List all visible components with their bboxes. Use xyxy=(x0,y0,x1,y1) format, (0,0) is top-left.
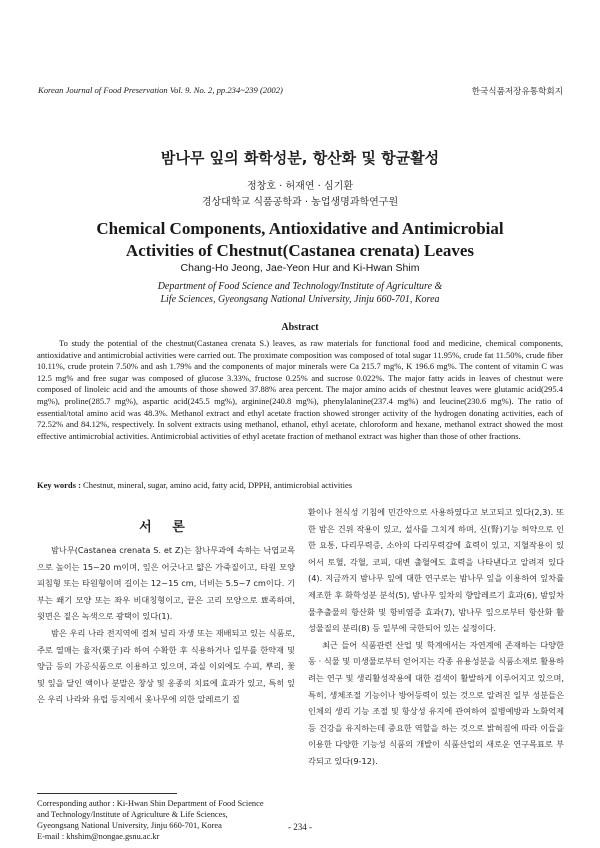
affiliation-korean: 경상대학교 식품공학과 · 농업생명과학연구원 xyxy=(201,197,399,208)
affiliation-english-line1: Department of Food Science and Technology/Institute of Agriculture & xyxy=(157,281,443,292)
intro-paragraph-4: 최근 들어 식품관련 산업 및 학계에서는 자연계에 존재하는 다양한 동 · 식물 및 미생물로부터 얻어지는 각종 유용성분을 식품소재로 활용하려는 연구 및 생리활성작용에 대한 검색이 활발하게 이루어지고 있으며, 특히, 생체조절 기능이나 방어등력이 있는 것으로 알려진 일부 성분들은 인체의 생리 기능 조절 및 항상성 유지에 관여하여 질병예방과 노화억제 등 건강을 유지하는데 중요한 역할을 하는 것으로 밝혀짐에 따라 이들을 이용한 다양한 기능성 식품의 개발이 식품산업의 새로운 연구목표로 부각되고 있다(9-12). xyxy=(308,639,564,766)
title-english xyxy=(0,218,600,262)
corresponding-author-footnote xyxy=(37,798,295,842)
left-column xyxy=(37,542,295,708)
section-heading-introduction: 서 론 xyxy=(139,520,193,535)
intro-paragraph-1: 밤나무(Castanea crenata S. et Z)는 참나무과에 속하는 낙엽교목으로 높이는 15~20 m이며, 잎은 어긋나고 얇은 가죽질이고, 타원 모양 피침형 또는 타원형이며 길이는 12~15 cm, 너비는 5.5~7 cm이다. 기부는 쐐기 모양 또는 좌우 비대칭형이고, 끝은 고리 모양으로 뾰족하며, 윗면은 짙은 녹색으로 광택이 있다(1). xyxy=(37,545,295,622)
abstract-heading: Abstract xyxy=(281,322,319,333)
footnote-line-3: Gyeongsang National University, Jinju 660-701, Korea xyxy=(37,821,222,830)
title-korean: 밤나무 잎의 화학성분, 항산화 및 항균활성 xyxy=(160,149,440,167)
footnote-line-1: Corresponding author : Ki-Hwan Shin Department of Food Science xyxy=(37,799,264,808)
abstract-text: To study the potential of the chestnut(Castanea crenata S.) leaves, as raw materials for functional food and medicine, chemical components, antioxidative and antimicrobial activities were carried out. The proximate composition was composed of total sugar 11.95%, crude fat 11.50%, crude fiber 10.11%, crude protein 7.50% and ash 1.79% and the components of major minerals were Ca 215.7 mg%, K 196.6 mg%. The content of vitamin C was 12.5 mg% and free sugar was composed of glucose 3.33%, fructose 0.25% and sucrose 0.022%. The major fatty acids in leaves of chestnut were composed of linoleic acid and the amounts of those showed 37.88% area percent. The major amino acids of chestnut leaves were glutamic acid(295.4 mg%), proline(285.7 mg%), aspartic acid(245.5 mg%), arginine(240.8 mg%), phenylalanine(237.4 mg%) and leucine(230.6 mg%). The ratio of essential/total amino acid was 48.3%. Methanol extract and ethyl acetate fraction showed stronger activity of the hydrogen donating activities, each of 72.52% and 84.12%, respectively. In solvent extracts using methanol, ethanol, ethyl acetate, chloroform and hexane, methanol extract showed the most effective antimicrobial activities. Antimicrobial activities of ethyl acetate fraction of methanol extract was higher than those of other fractions. xyxy=(37,338,563,441)
right-column xyxy=(308,504,564,770)
authors-korean: 정창호 · 허재연 · 심기환 xyxy=(246,181,353,192)
affiliation-english-line2: Life Sciences, Gyeongsang National University, Jinju 660-701, Korea xyxy=(160,294,440,305)
keywords xyxy=(37,480,563,490)
society-name: 한국식품저장유통학회지 xyxy=(471,87,563,97)
authors-english: Chang-Ho Jeong, Jae-Yeon Hur and Ki-Hwan Shim xyxy=(180,262,420,274)
keywords-label: Key words : xyxy=(37,480,81,490)
footnote-rule xyxy=(37,793,177,794)
affiliation-english xyxy=(0,280,600,306)
footnote-line-4: E-mail : khshim@nongae.gsnu.ac.kr xyxy=(37,832,160,841)
footnote-line-2: and Technology/Institute of Agriculture & Life Sciences, xyxy=(37,810,228,819)
page-number: - 234 - xyxy=(288,822,312,832)
journal-citation: Korean Journal of Food Preservation Vol. 9. No. 2, pp.234~239 (2002) xyxy=(38,85,283,95)
keywords-list: Chestnut, mineral, sugar, amino acid, fatty acid, DPPH, antimicrobial activities xyxy=(83,480,353,490)
abstract-body xyxy=(37,338,563,442)
intro-paragraph-3: 환이나 천식성 기침에 민간약으로 사용하였다고 보고되고 있다(2,3). 또한 밤은 건위 작용이 있고, 설사를 그치게 하며, 신(腎)기능 허약으로 인한 요통, 다리무력증, 소아의 다리무력감에 효력이 있고, 지혈작용이 있어서 토혈, 각혈, 코피, 대변 출혈에도 효력을 나타낸다고 알려져 있다(4). 지금까지 밤나무 잎에 대한 연구로는 밤나무 잎을 이용하여 잎차를 제조한 후 화학성분 분석(5), 밤나무 잎차의 향압레르기 효과(6), 밤잎차 물추출물의 항산화 및 항비염증 효과(7), 밤나무 잎으로부터 항산화 활성물질의 분리(8) 등 일부에 국한되어 있는 실정이다. xyxy=(308,507,564,634)
title-english-line2: Activities of Chestnut(Castanea crenata) Leaves xyxy=(125,241,475,260)
title-english-line1: Chemical Components, Antioxidative and Antimicrobial xyxy=(96,219,504,238)
intro-paragraph-2: 밤은 우리 나라 전지역에 걸쳐 널리 자생 또는 재배되고 있는 식품로, 주로 열매는 율자(栗子)라 하여 수확한 후 식용하거나 일부를 한약재 및 양금 등의 가공식품으로 이용하고 있으며, 과실 이외에도 수피, 뿌리, 꽃 및 잎을 달인 액이나 분말은 창상 및 옹종의 치료에 효과가 있고, 특히 잎은 우리 나라와 유럽 등지에서 옻나무에 의한 알레르기 질 xyxy=(37,627,295,705)
